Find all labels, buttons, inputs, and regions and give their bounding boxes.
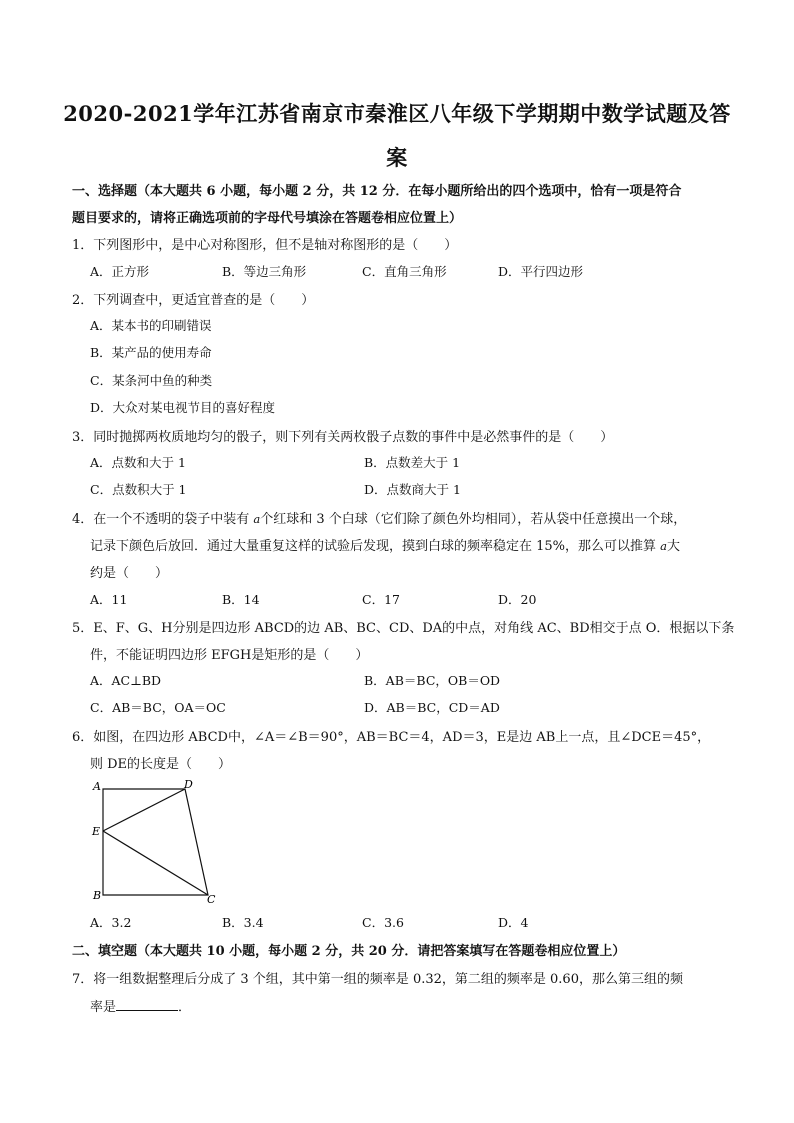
q2-option-b: B．某产品的使用寿命 — [90, 345, 212, 360]
label-a: A — [93, 780, 101, 793]
q4-option-a: A．11 — [90, 592, 128, 607]
q2-stem: 2．下列调查中，更适宜普查的是（ ） — [72, 293, 315, 308]
segment-ed — [103, 789, 185, 831]
q2-option-c: C．某条河中鱼的种类 — [90, 373, 213, 388]
q4-line3: 约是（ ） — [90, 566, 169, 581]
q6-line2: 则 DE的长度是（ ） — [90, 757, 232, 772]
q6-geometry-figure — [88, 778, 218, 906]
q1-option-b: B．等边三角形 — [222, 264, 307, 279]
q6-option-b: B．3.4 — [222, 915, 264, 930]
q3-option-d: D．点数商大于 1 — [364, 482, 461, 497]
label-d: D — [184, 778, 193, 791]
label-b: B — [93, 889, 102, 902]
q5-option-a: A．AC⊥BD — [90, 673, 162, 688]
q2-option-a: A．某本书的印刷错误 — [90, 318, 212, 333]
q7-line1: 7．将一组数据整理后分成了 3 个组，其中第一组的频率是 0.32，第二组的频率是 0.60，那么第三组的频 — [72, 972, 683, 987]
q5-option-c: C．AB＝BC，OA＝OC — [90, 700, 226, 715]
q5-line2: 件，不能证明四边形 EFGH是矩形的是（ ） — [90, 648, 369, 663]
q3-option-c: C．点数积大于 1 — [90, 482, 187, 497]
q5-option-d: D．AB＝BC，CD＝AD — [364, 700, 500, 715]
q2-option-d: D．大众对某电视节目的喜好程度 — [90, 400, 276, 415]
q1-option-d: D．平行四边形 — [498, 264, 584, 279]
q7-answer-blank — [116, 998, 178, 1011]
q6-option-a: A．3.2 — [90, 915, 132, 930]
page-title-line1: 2020-2021学年江苏省南京市秦淮区八年级下学期期中数学试题及答 — [63, 101, 731, 126]
q3-option-a: A．点数和大于 1 — [90, 455, 186, 470]
q4-option-c: C．17 — [362, 592, 400, 607]
q1-option-a: A．正方形 — [90, 264, 150, 279]
section1-heading-line1: 一、选择题（本大题共 6 小题，每小题 2 分，共 12 分．在每小题所给出的四个选项中，恰有一项是符合 — [72, 184, 682, 199]
q3-stem: 3．同时抛掷两枚质地均匀的骰子，则下列有关两枚骰子点数的事件中是必然事件的是（ ） — [72, 430, 614, 445]
label-e: E — [92, 825, 101, 838]
q5-line1: 5．E、F、G、H分别是四边形 ABCD的边 AB、BC、CD、DA的中点，对角线 AC、BD相交于点 O．根据以下条 — [72, 621, 735, 636]
quadrilateral-abcd — [103, 789, 208, 895]
section1-heading-line2: 题目要求的，请将正确选项前的字母代号填涂在答题卷相应位置上） — [72, 211, 463, 226]
q6-option-d: D．4 — [498, 915, 529, 930]
q6-option-c: C．3.6 — [362, 915, 404, 930]
q1-option-c: C．直角三角形 — [362, 264, 447, 279]
q5-option-b: B．AB＝BC，OB＝OD — [364, 673, 501, 688]
q1-stem: 1．下列图形中，是中心对称图形，但不是轴对称图形的是（ ） — [72, 238, 458, 253]
q4-option-b: B．14 — [222, 592, 260, 607]
section2-heading: 二、填空题（本大题共 10 小题，每小题 2 分，共 20 分．请把答案填写在答题卷相应位置上） — [72, 944, 626, 959]
segment-ec — [103, 831, 208, 895]
q6-line1: 6．如图，在四边形 ABCD中，∠A＝∠B＝90°，AB＝BC＝4，AD＝3，E是边 AB上一点，且∠DCE＝45°， — [72, 730, 711, 745]
q4-line1: 4．在一个不透明的袋子中装有 a个红球和 3 个白球（它们除了颜色外均相同），若从袋中任意摸出一个球， — [72, 512, 687, 527]
q4-option-d: D．20 — [498, 592, 537, 607]
page-title-line2: 案 — [386, 145, 408, 170]
q3-option-b: B．点数差大于 1 — [364, 455, 461, 470]
q4-line2: 记录下颜色后放回．通过大量重复这样的试验后发现，摸到白球的频率稳定在 15%，那么可以推算 a大 — [90, 539, 681, 554]
q7-line2: 率是 ． — [90, 1000, 192, 1015]
label-c: C — [207, 893, 216, 906]
